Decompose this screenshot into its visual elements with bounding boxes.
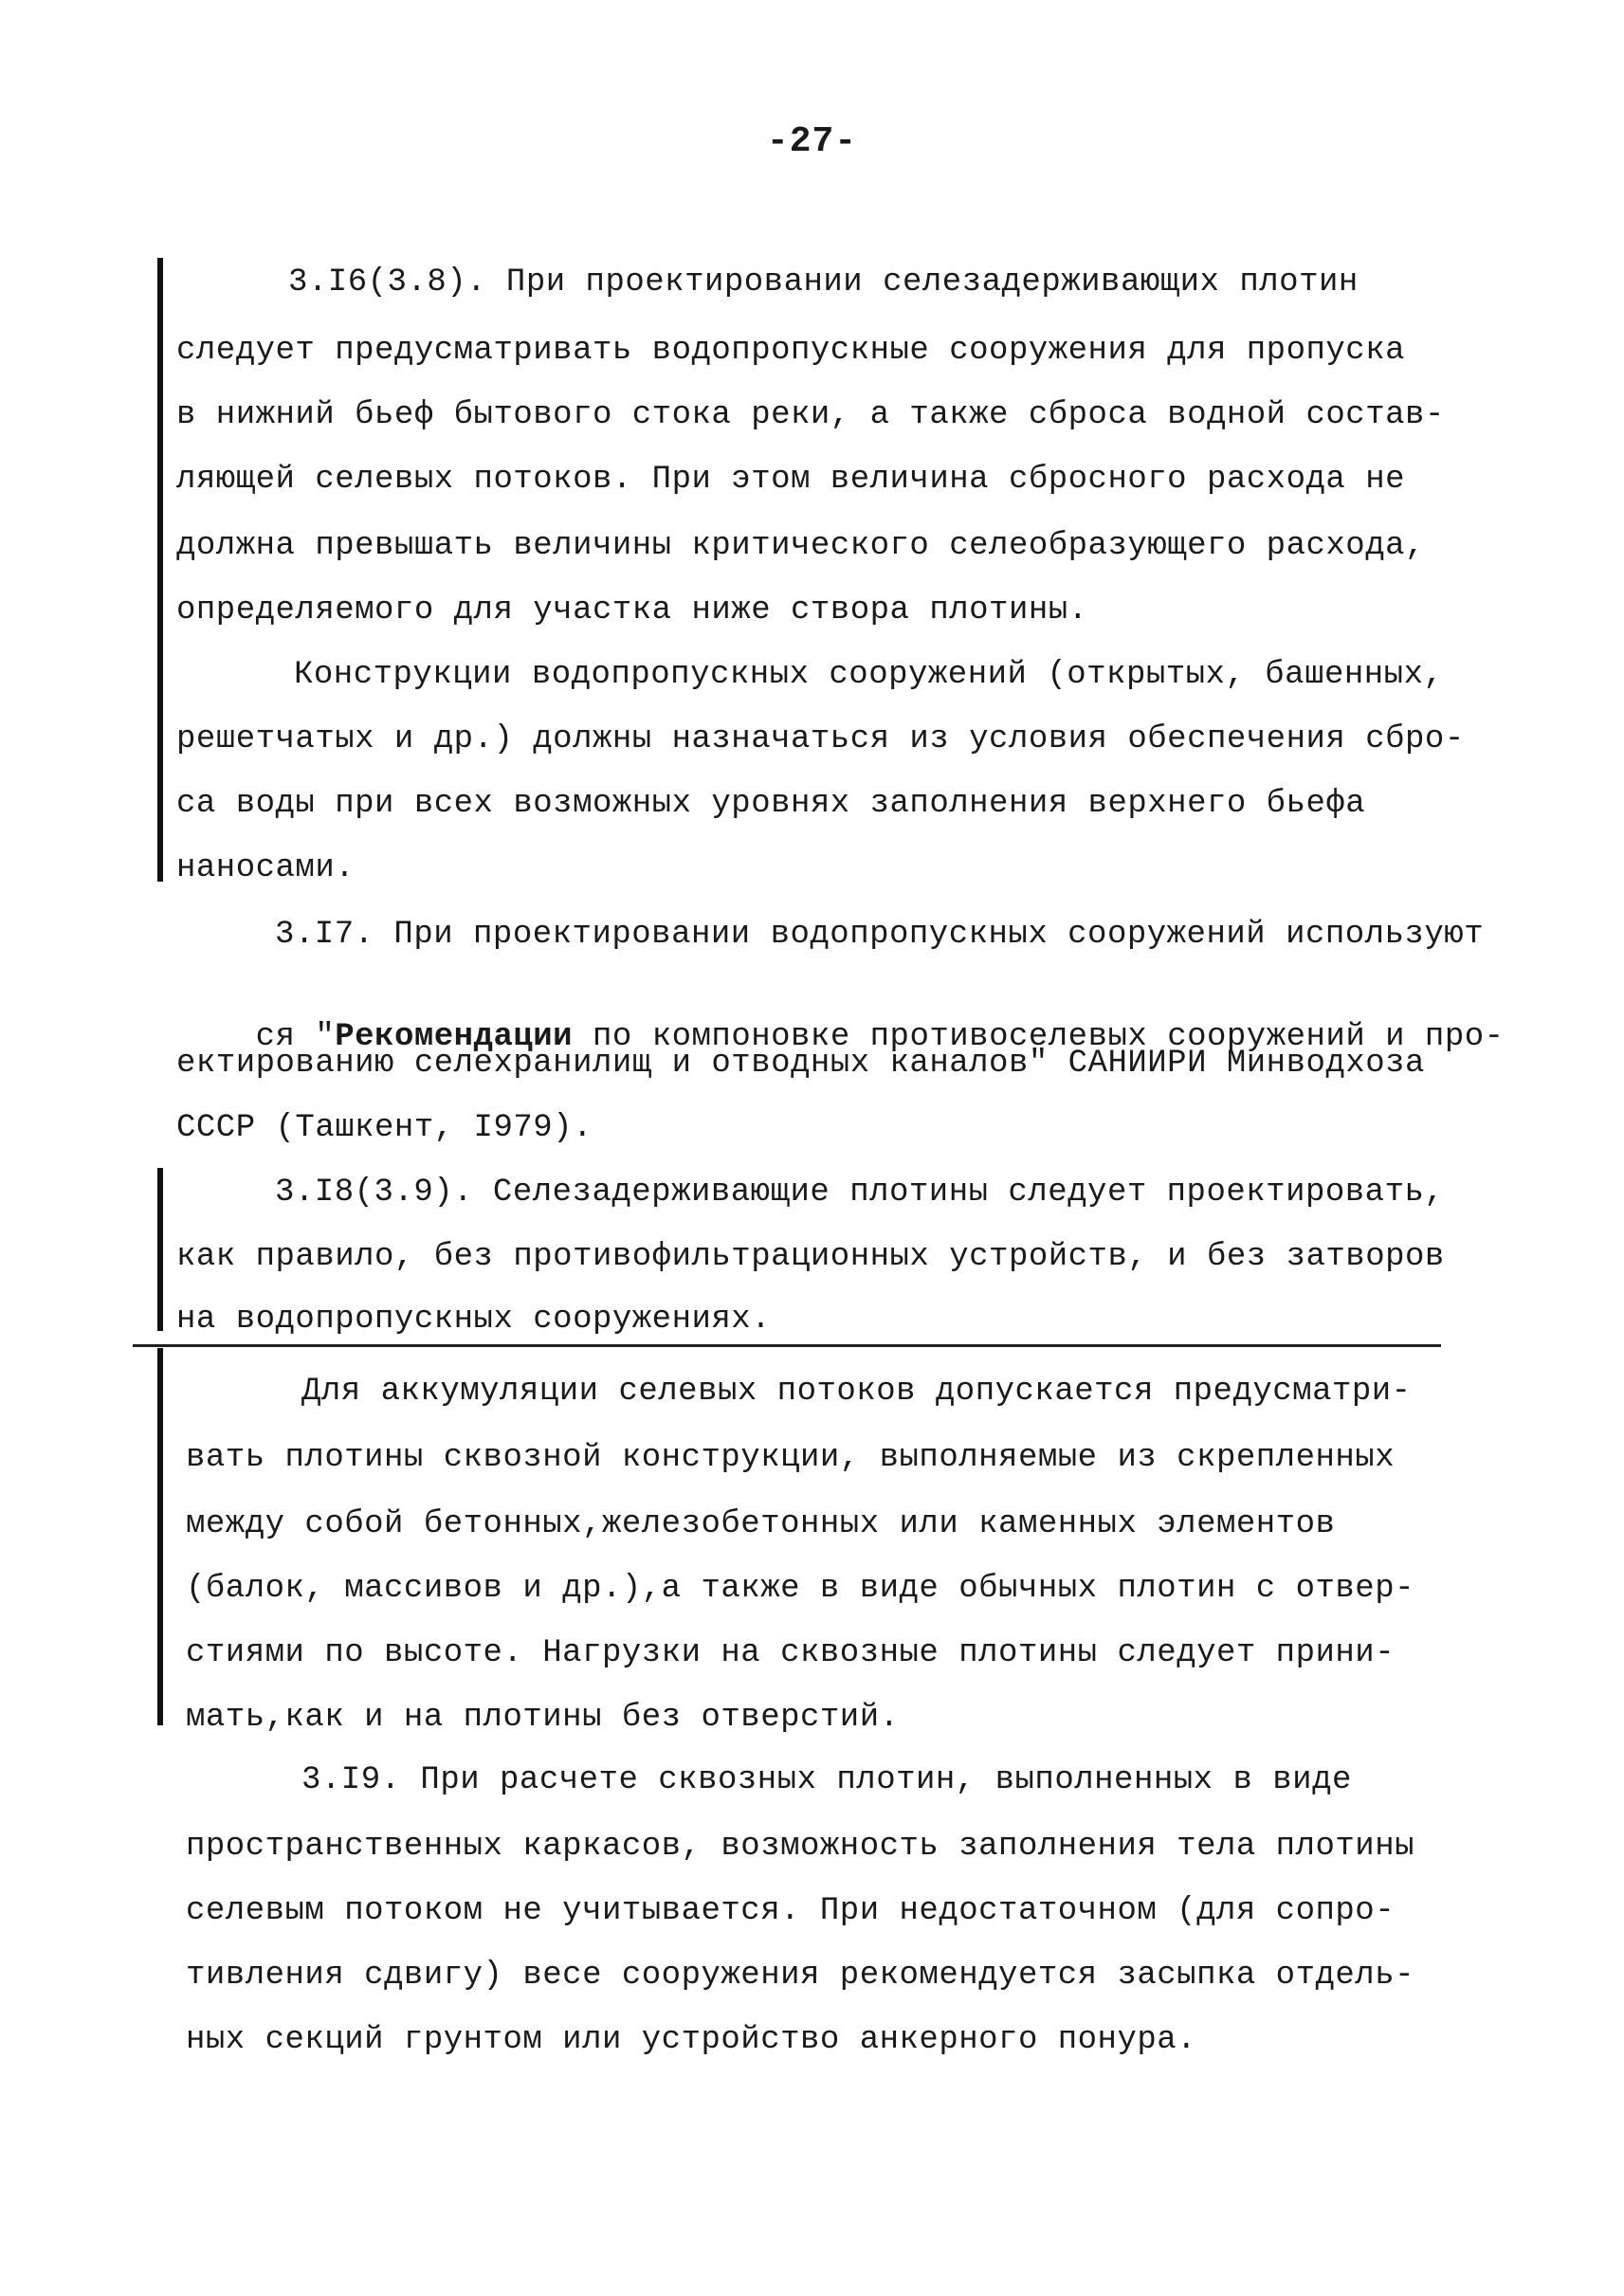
paragraph-line: стиями по высоте. Нагрузки на сквозные плотины следует прини- (186, 1635, 1396, 1671)
margin-change-bar-3 (157, 1348, 163, 1725)
paragraph-line: 3.I9. При расчете сквозных плотин, выполненных в виде (301, 1762, 1352, 1798)
paragraph-line: 3.I6(3.8). При проектировании селезадерживающих плотин (288, 264, 1359, 301)
paragraph-line: наносами. (176, 850, 356, 886)
paragraph-line: как правило, без противофильтрационных устройств, и без затворов (176, 1239, 1445, 1275)
paragraph-line: ных секций грунтом или устройство анкерного понура. (186, 2022, 1197, 2058)
horizontal-rule (133, 1344, 1441, 1347)
paragraph-line: определяемого для участка ниже створа плотины. (176, 592, 1088, 629)
paragraph-line: Для аккумуляции селевых потоков допускается предусматри- (301, 1374, 1412, 1410)
paragraph-line: следует предусматривать водопропускные сооружения для пропуска (176, 333, 1406, 369)
paragraph-line: в нижний бьеф бытового стока реки, а также сброса водной состав- (176, 397, 1445, 433)
paragraph-line: са воды при всех возможных уровнях заполнения верхнего бьефа (176, 786, 1366, 822)
paragraph-line: мать,как и на плотины без отверстий. (186, 1700, 900, 1736)
text-fragment: ся " (255, 1019, 336, 1055)
paragraph-line: селевым потоком не учитывается. При недостаточном (для сопро- (186, 1893, 1396, 1929)
margin-change-bar-1 (157, 258, 163, 882)
paragraph-line: (балок, массивов и др.),а также в виде обычных плотин с отвер- (186, 1571, 1415, 1607)
paragraph-line: между собой бетонных,железобетонных или каменных элементов (186, 1506, 1336, 1542)
paragraph-line: 3.I7. При проектировании водопропускных сооружений используют (275, 917, 1485, 953)
paragraph-line: решетчатых и др.) должны назначаться из условия обеспечения сбро- (176, 721, 1465, 757)
paragraph-line: на водопропускных сооружениях. (176, 1302, 772, 1338)
paragraph-line: СССР (Ташкент, I979). (176, 1110, 593, 1146)
paragraph-line: вать плотины сквозной конструкции, выполняемые из скрепленных (186, 1440, 1396, 1476)
paragraph-line: Конструкции водопропускных сооружений (открытых, башенных, (294, 657, 1444, 693)
page-number: -27- (766, 121, 858, 162)
paragraph-line: должна превышать величины критического селеобразующего расхода, (176, 528, 1425, 564)
text-fragment: по компоновке противоселевых сооружений и про- (573, 1019, 1505, 1055)
document-title-reference: Рекомендации (335, 1019, 574, 1055)
paragraph-line: 3.I8(3.9). Селезадерживающие плотины следует проектировать, (275, 1175, 1445, 1211)
paragraph-line: тивления сдвигу) весе сооружения рекомендуется засыпка отдель- (186, 1958, 1415, 1994)
paragraph-line: ляющей селевых потоков. При этом величина сбросного расхода не (176, 462, 1406, 498)
paragraph-line: ектированию селехранилищ и отводных каналов" САНИИРИ Минводхоза (176, 1046, 1425, 1082)
paragraph-line: пространственных каркасов, возможность заполнения тела плотины (186, 1829, 1415, 1865)
margin-change-bar-2 (157, 1168, 163, 1331)
